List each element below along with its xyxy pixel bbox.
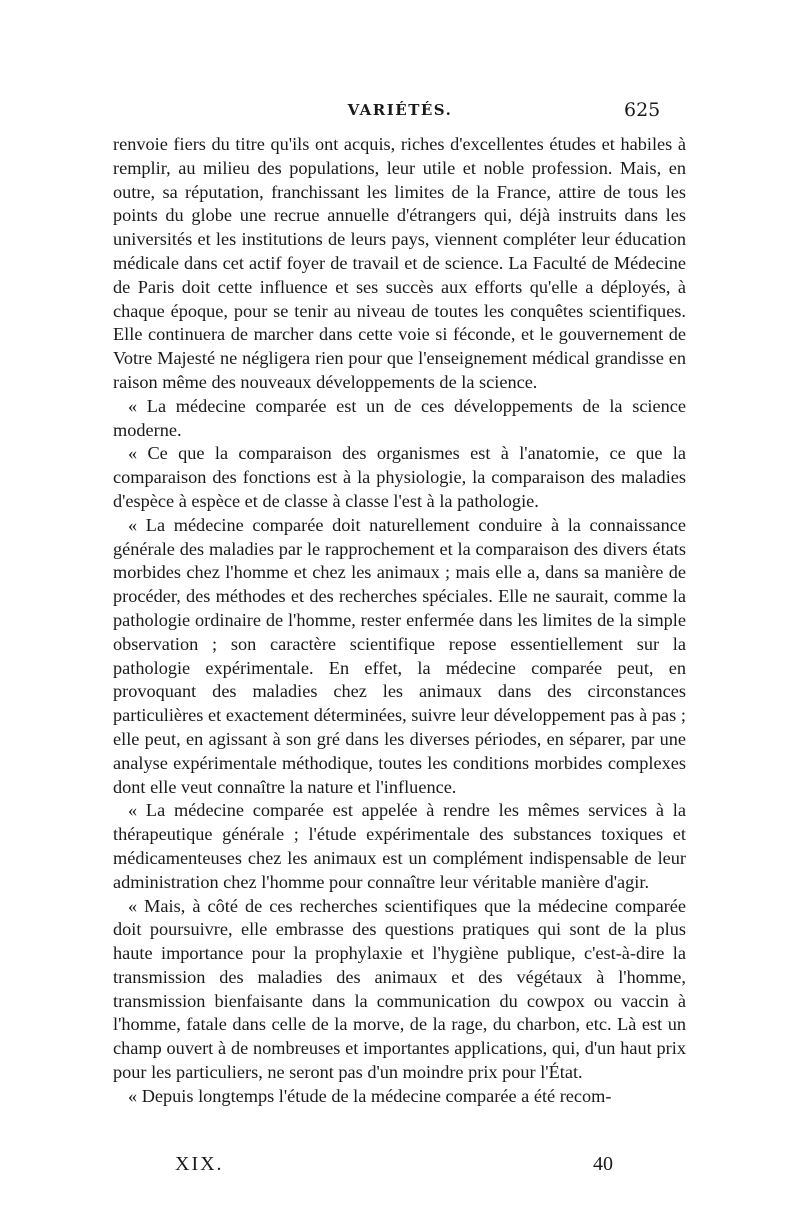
signature-mark: XIX. xyxy=(175,1153,224,1175)
paragraph: « La médecine comparée doit naturellement conduire à la connaissance générale des maladies par le rapprochement et la comparaison des divers états morbides chez l'homme et chez les animaux ; mais elle a, dans sa manière de procéder, des méthodes et des recherches spéciales. Elle ne saurait, comme la pathologie ordinaire de l'homme, rester enfermée dans les limites de la simple observation ; son caractère scientifique repose essentiellement sur la pathologie expérimentale. En effet, la médecine comparée peut, en provoquant des maladies chez les animaux dans des circonstances particulières et exactement déterminées, suivre leur développement pas à pas ; elle peut, en agissant à son gré dans les diverses périodes, en séparer, par une analyse expérimentale méthodique, toutes les conditions morbides complexes dont elle veut connaître la nature et l'influence. xyxy=(113,514,686,797)
paragraph: « La médecine comparée est un de ces développements de la science moderne. xyxy=(113,395,686,440)
paragraph: « Ce que la comparaison des organismes est à l'anatomie, ce que la comparaison des fonctions est à la physiologie, la comparaison des maladies d'espèce à espèce et de classe à classe l'est à la pathologie. xyxy=(113,443,686,511)
paragraph: renvoie fiers du titre qu'ils ont acquis, riches d'excellentes études et habiles à remplir, au milieu des populations, leur utile et noble profession. Mais, en outre, sa réputation, franchissant les limites de la France, attire de tous les points du globe une recrue annuelle d'étrangers qui, déjà instruits dans les universités et les institutions de leurs pays, viennent compléter leur éducation médicale dans cet actif foyer de travail et de science. La Faculté de Médecine de Paris doit cette influence et ses succès aux efforts qu'elle a déployés, à chaque époque, pour se tenir au niveau de toutes les conquêtes scientifiques. Elle continuera de marcher dans cette voie si féconde, et le gouvernement de Votre Majesté ne négligera rien pour que l'enseignement médical grandisse en raison même des nouveaux développements de la science. xyxy=(113,134,686,392)
paragraph: « La médecine comparée est appelée à rendre les mêmes services à la thérapeutique générale ; l'étude expérimentale des substances toxiques et médicamenteuses chez les animaux est un complément indispensable de leur administration chez l'homme pour connaître leur véritable manière d'agir. xyxy=(113,800,686,892)
running-title: VARIÉTÉS. xyxy=(347,101,453,119)
page-number: 625 xyxy=(624,99,661,121)
body-text xyxy=(113,133,686,1109)
sheet-number: 40 xyxy=(593,1153,613,1175)
paragraph: « Depuis longtemps l'étude de la médecine comparée a été recom- xyxy=(128,1085,612,1106)
paragraph: « Mais, à côté de ces recherches scientifiques que la médecine comparée doit poursuivre, elle embrasse des questions pratiques qui sont de la plus haute importance pour la prophylaxie et l'hygiène publique, c'est-à-dire la transmission des maladies des animaux et des végétaux à l'homme, transmission bienfaisante dans la communication du cowpox ou vaccin à l'homme, fatale dans celle de la morve, de la rage, du charbon, etc. Là est un champ ouvert à de nombreuses et importantes applications, qui, d'un haut prix pour les particuliers, ne seront pas d'un moindre prix pour l'État. xyxy=(113,895,686,1083)
